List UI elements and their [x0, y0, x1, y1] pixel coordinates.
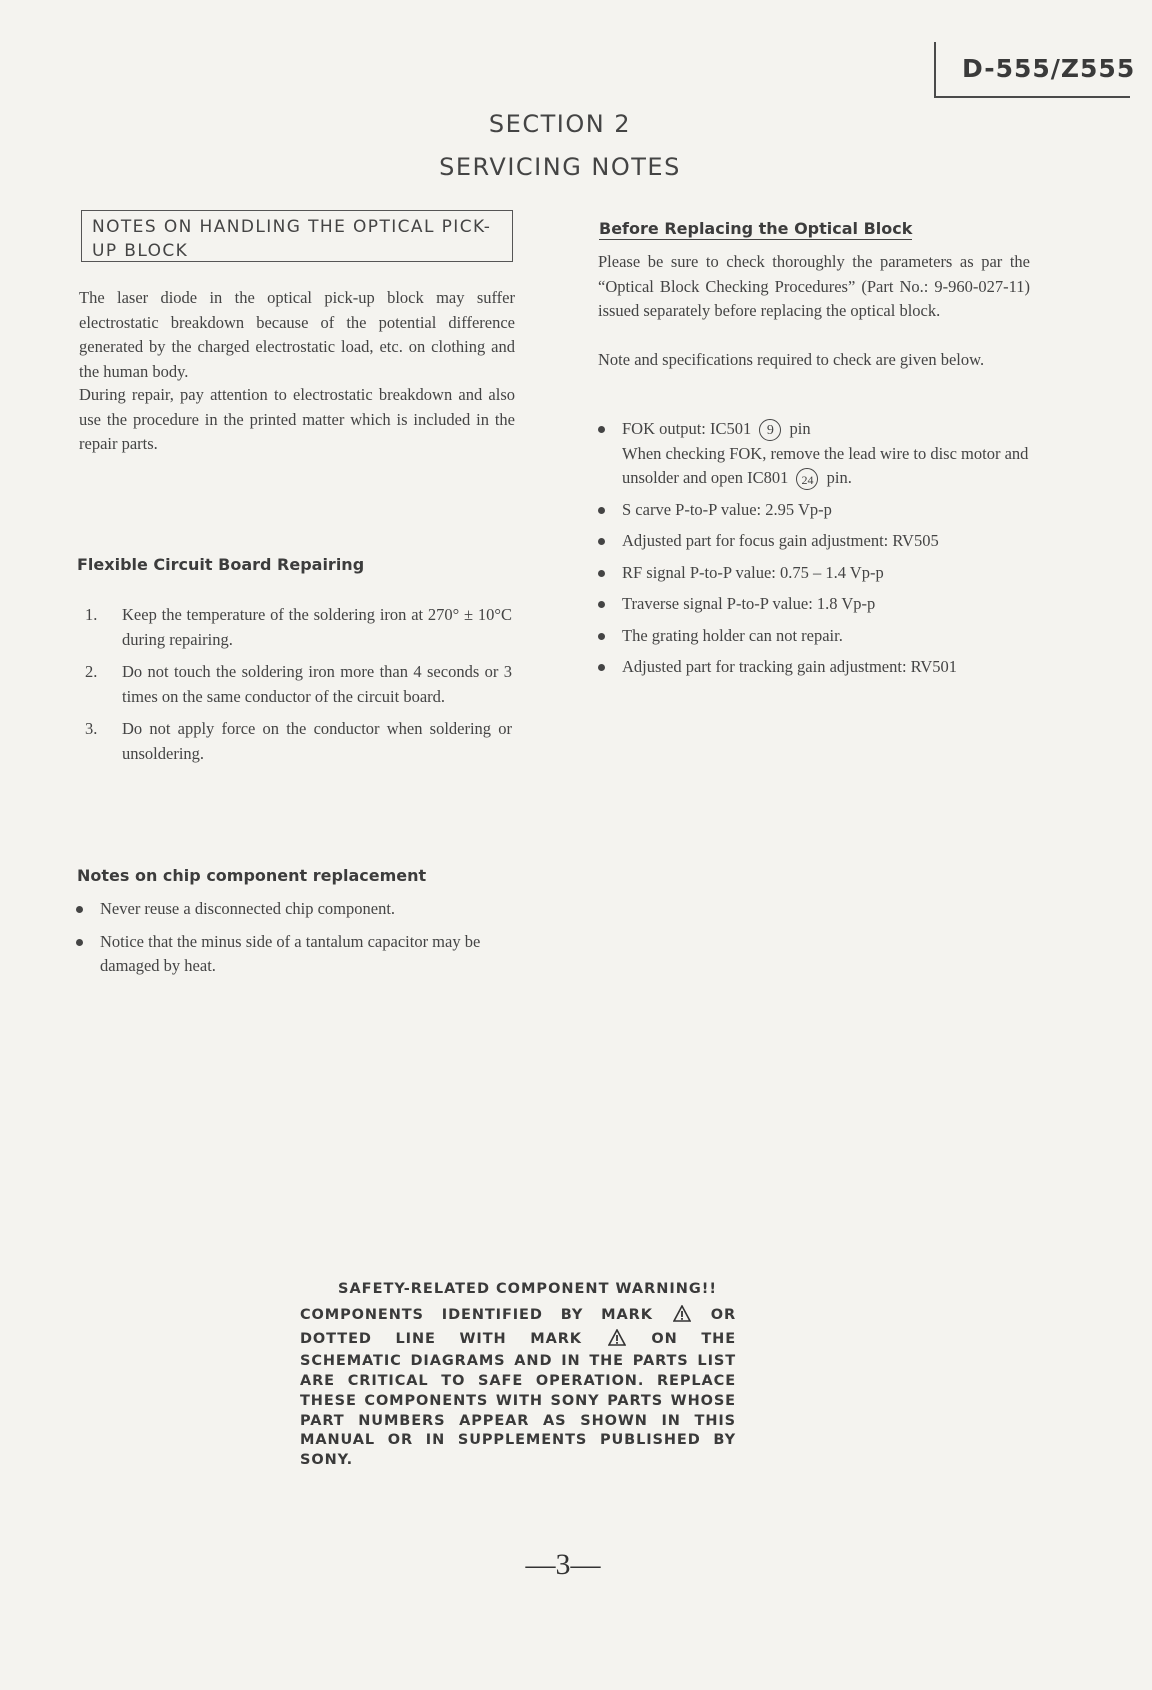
bullet-icon	[76, 906, 83, 913]
list-item-fok	[598, 417, 1038, 491]
safety-text-3: ON THE SCHEMATIC DIAGRAMS AND IN THE PARTS LIST ARE CRITICAL TO SAFE OPERATION. REPLACE THESE COMPONENTS WITH SONY PARTS WHOSE PART NUMBERS APPEAR AS SHOWN IN THIS MANUAL OR IN SUPPLEMENTS PUBLISHED BY SONY.	[300, 1330, 737, 1468]
flexible-circuit-heading: Flexible Circuit Board Repairing	[77, 555, 365, 574]
list-text: S carve P-to-P value: 2.95 Vp-p	[622, 499, 832, 519]
bullet-icon	[598, 633, 605, 640]
handling-paragraph-2: During repair, pay attention to electrostatic breakdown and also use the procedure in the printed matter which is included in the repair parts.	[79, 385, 515, 453]
list-item	[598, 529, 1038, 554]
list-text: RF signal P-to-P value: 0.75 – 1.4 Vp-p	[622, 562, 884, 582]
list-number: 1.	[85, 605, 98, 624]
flexible-circuit-list	[80, 603, 512, 774]
list-text: Do not touch the soldering iron more than 4 seconds or 3 times on the same conductor of the circuit board.	[122, 662, 512, 706]
fok-pin-suffix: pin	[789, 419, 811, 438]
fok-note: When checking FOK, remove the lead wire to disc motor and unsolder and open IC801	[622, 443, 1029, 487]
bullet-icon	[598, 507, 605, 514]
fok-note-suffix: pin.	[826, 468, 852, 487]
list-number: 2.	[85, 662, 98, 681]
bullet-icon	[598, 570, 605, 577]
list-item	[598, 498, 1038, 523]
page-number: —3—	[525, 1548, 601, 1581]
list-item	[598, 655, 1038, 680]
handling-notes-box: NOTES ON HANDLING THE OPTICAL PICK-UP BLOCK	[81, 210, 513, 262]
list-item	[598, 592, 1038, 617]
list-text: Traverse signal P-to-P value: 1.8 Vp-p	[622, 594, 876, 613]
model-number: D-555/Z555	[962, 54, 1136, 83]
bullet-icon	[598, 664, 605, 671]
before-replacing-paragraph-1: Please be sure to check thoroughly the parameters as par the “Optical Block Checking Procedures” (Part No.: 9-960-027-11) issued separately before replacing the optical block.	[598, 252, 1030, 320]
bullet-icon	[76, 939, 83, 946]
list-item	[76, 897, 516, 922]
list-text: Notice that the minus side of a tantalum capacitor may be damaged by heat.	[100, 931, 481, 975]
pin-number-circle: 24	[796, 468, 818, 490]
bullet-icon	[598, 426, 605, 433]
section-title: SECTION 2	[488, 110, 632, 138]
before-replacing-heading: Before Replacing the Optical Block	[599, 219, 913, 238]
bullet-icon	[598, 601, 605, 608]
list-text: Do not apply force on the conductor when soldering or unsoldering.	[122, 719, 512, 763]
safety-warning-body	[300, 1305, 736, 1471]
list-text: The grating holder can not repair.	[622, 625, 843, 645]
spec-list	[598, 417, 1038, 687]
list-text: Never reuse a disconnected chip component.	[100, 899, 396, 918]
warning-triangle-icon	[608, 1329, 626, 1353]
list-item	[80, 660, 512, 709]
list-item	[80, 717, 512, 766]
safety-text-2: OR DOTTED LINE WITH MARK	[300, 1307, 737, 1347]
safety-warning-title: SAFETY-RELATED COMPONENT WARNING!!	[338, 1281, 718, 1297]
pin-number-circle: 9	[759, 419, 781, 441]
chip-replacement-list	[76, 897, 516, 987]
safety-text-1: COMPONENTS IDENTIFIED BY MARK	[300, 1307, 653, 1323]
bullet-icon	[598, 538, 605, 545]
list-text: Adjusted part for tracking gain adjustment: RV501	[622, 657, 958, 676]
chip-replacement-heading: Notes on chip component replacement	[77, 866, 427, 885]
list-item	[80, 603, 512, 652]
list-number: 3.	[85, 719, 98, 738]
before-replacing-paragraph-2: Note and specifications required to check are given below.	[598, 350, 985, 369]
fok-label: FOK output: IC501	[622, 419, 752, 438]
list-text: Adjusted part for focus gain adjustment: RV505	[622, 531, 939, 550]
section-subtitle: SERVICING NOTES	[439, 153, 681, 181]
list-item	[76, 930, 516, 979]
list-item	[598, 561, 1038, 586]
list-item	[598, 624, 1038, 649]
list-text: Keep the temperature of the soldering iron at 270° ± 10°C during repairing.	[122, 605, 512, 649]
warning-triangle-icon	[673, 1305, 691, 1329]
handling-paragraph-1: The laser diode in the optical pick-up block may suffer electrostatic breakdown because of the potential difference generated by the charged electrostatic load, etc. on clothing and the human body.	[79, 288, 515, 381]
